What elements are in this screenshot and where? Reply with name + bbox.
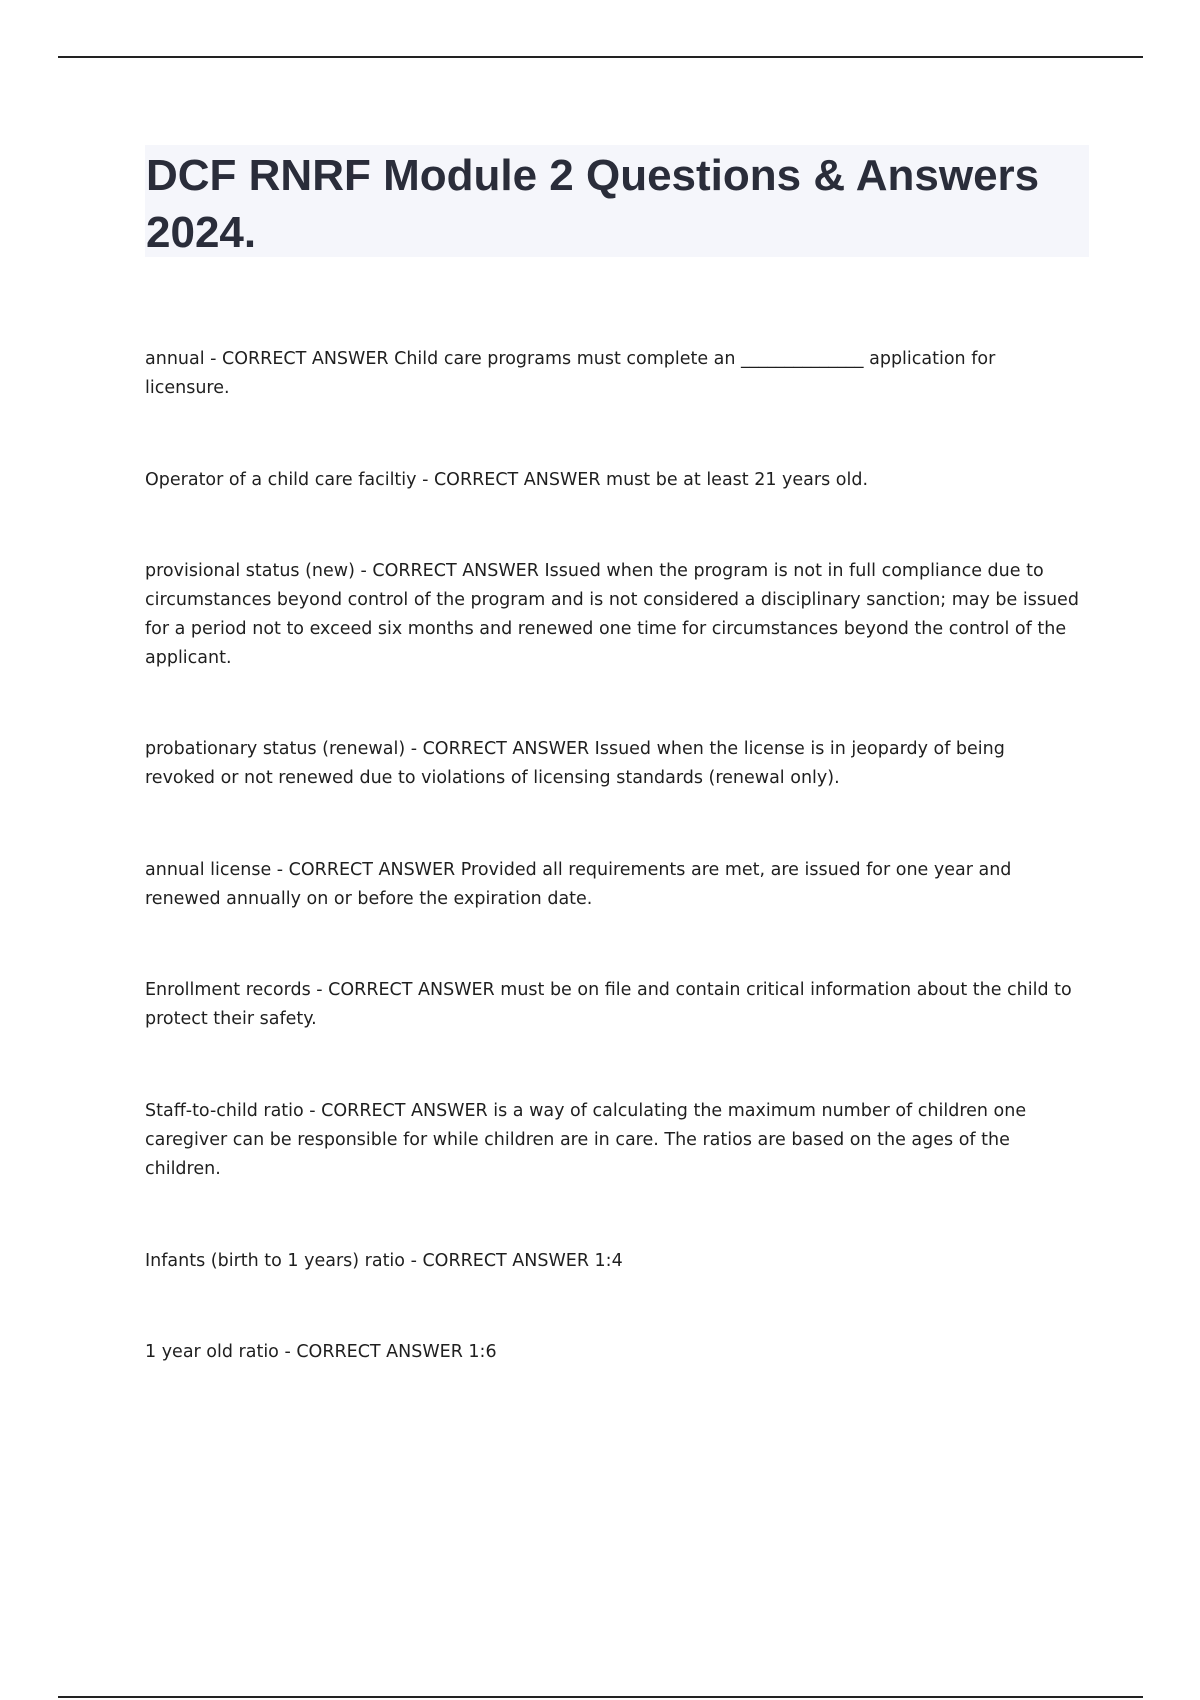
bottom-divider xyxy=(58,1696,1143,1698)
top-divider xyxy=(58,56,1143,58)
qa-item-annual-license: annual license - CORRECT ANSWER Provided all requirements are met, are issued for one year and renewed annually on or before the expiration date. xyxy=(145,860,1012,909)
qa-item-provisional-status: provisional status (new) - CORRECT ANSWER Issued when the program is not in full compliance due to circumstances beyond control of the program and is not considered a disciplinary sanction; may be issued for a period not to exceed six months and renewed one time for circumstances beyond the control of the applicant. xyxy=(145,561,1079,668)
qa-item-operator: Operator of a child care faciltiy - CORRECT ANSWER must be at least 21 years old. xyxy=(145,470,869,490)
qa-item-enrollment-records: Enrollment records - CORRECT ANSWER must be on file and contain critical information about the child to protect their safety. xyxy=(145,980,1072,1029)
qa-item-staff-to-child-ratio: Staff-to-child ratio - CORRECT ANSWER is a way of calculating the maximum number of children one caregiver can be responsible for while children are in care. The ratios are based on the ages of the children. xyxy=(145,1101,1027,1179)
qa-item-annual: annual - CORRECT ANSWER Child care programs must complete an ______________ application for licensure. xyxy=(145,349,996,398)
qa-item-one-year-ratio: 1 year old ratio - CORRECT ANSWER 1:6 xyxy=(145,1342,497,1362)
qa-item-infants-ratio: Infants (birth to 1 years) ratio - CORRECT ANSWER 1:4 xyxy=(145,1251,623,1271)
document-title: DCF RNRF Module 2 Questions & Answers 2024. xyxy=(146,151,1040,257)
qa-item-probationary-status: probationary status (renewal) - CORRECT ANSWER Issued when the license is in jeopardy of being revoked or not renewed due to violations of licensing standards (renewal only). xyxy=(145,739,1005,788)
